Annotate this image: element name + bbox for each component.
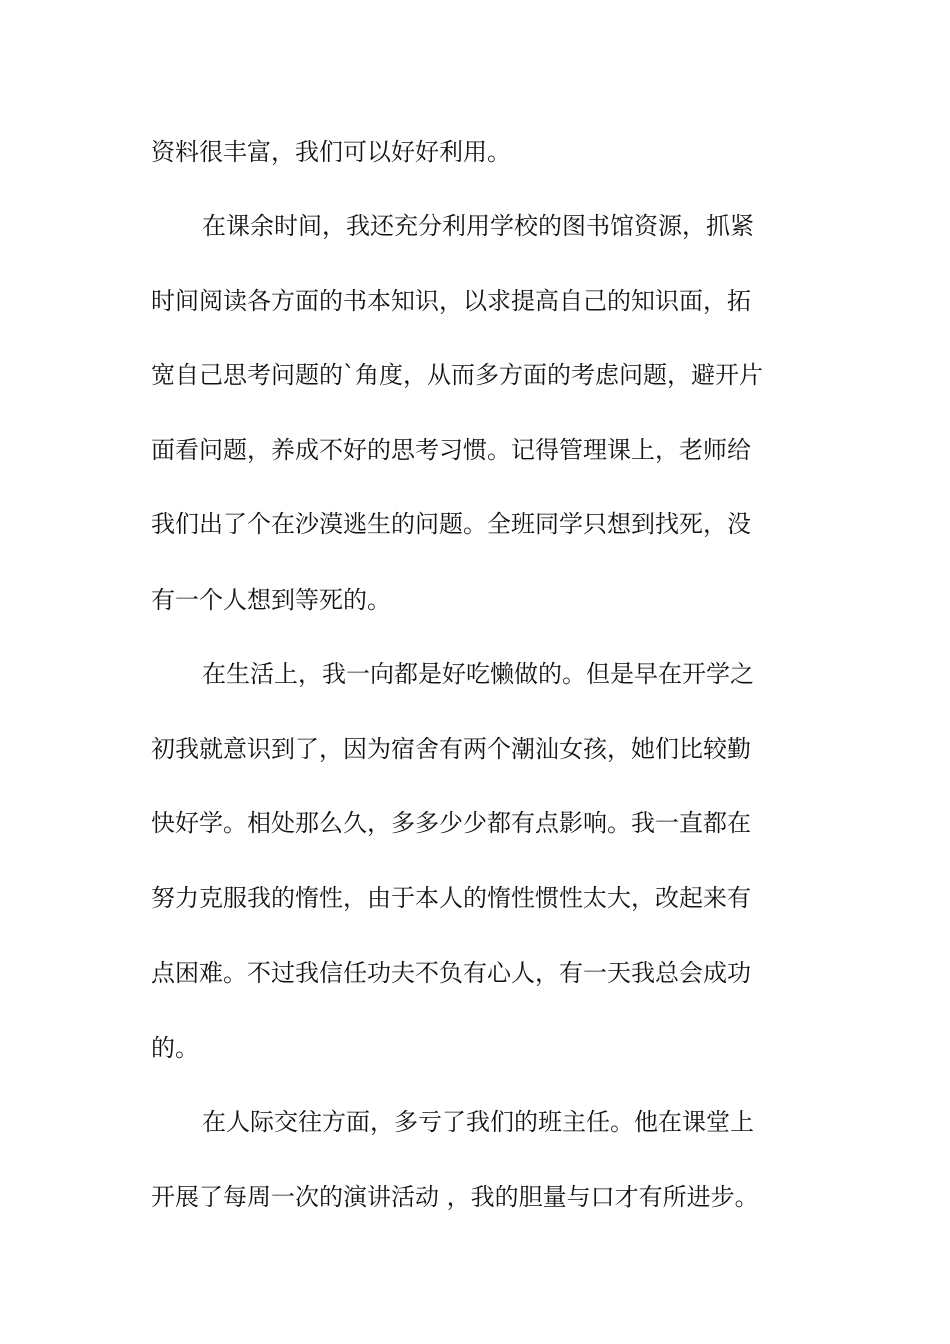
text-line: 的。 [151,1034,199,1062]
text-line: 宽自己思考问题的`角度，从而多方面的考虑问题，避开片 [151,361,763,389]
text-line: 有一个人想到等死的。 [151,586,391,614]
text-line: 面看问题，养成不好的思考习惯。记得管理课上，老师给 [151,436,751,464]
text-line: 点困难。不过我信任功夫不负有心人，有一天我总会成功 [151,959,751,987]
text-line: 资料很丰富，我们可以好好利用。 [151,138,511,166]
text-line: 快好学。相处那么久，多多少少都有点影响。我一直都在 [151,809,751,837]
text-line: 我们出了个在沙漠逃生的问题。全班同学只想到找死，没 [151,510,751,538]
text-line: 开展了每周一次的演讲活动 ，我的胆量与口才有所进步。 [151,1183,759,1211]
text-line: 初我就意识到了，因为宿舍有两个潮汕女孩，她们比较勤 [151,735,751,763]
text-line: 在人际交往方面，多亏了我们的班主任。他在课堂上 [202,1108,754,1136]
text-line: 在生活上，我一向都是好吃懒做的。但是早在开学之 [202,660,754,688]
text-line: 时间阅读各方面的书本知识，以求提高自己的知识面，拓 [151,287,751,315]
text-line: 在课余时间，我还充分利用学校的图书馆资源，抓紧 [202,212,754,240]
text-line: 努力克服我的惰性，由于本人的惰性惯性太大，改起来有 [151,884,751,912]
